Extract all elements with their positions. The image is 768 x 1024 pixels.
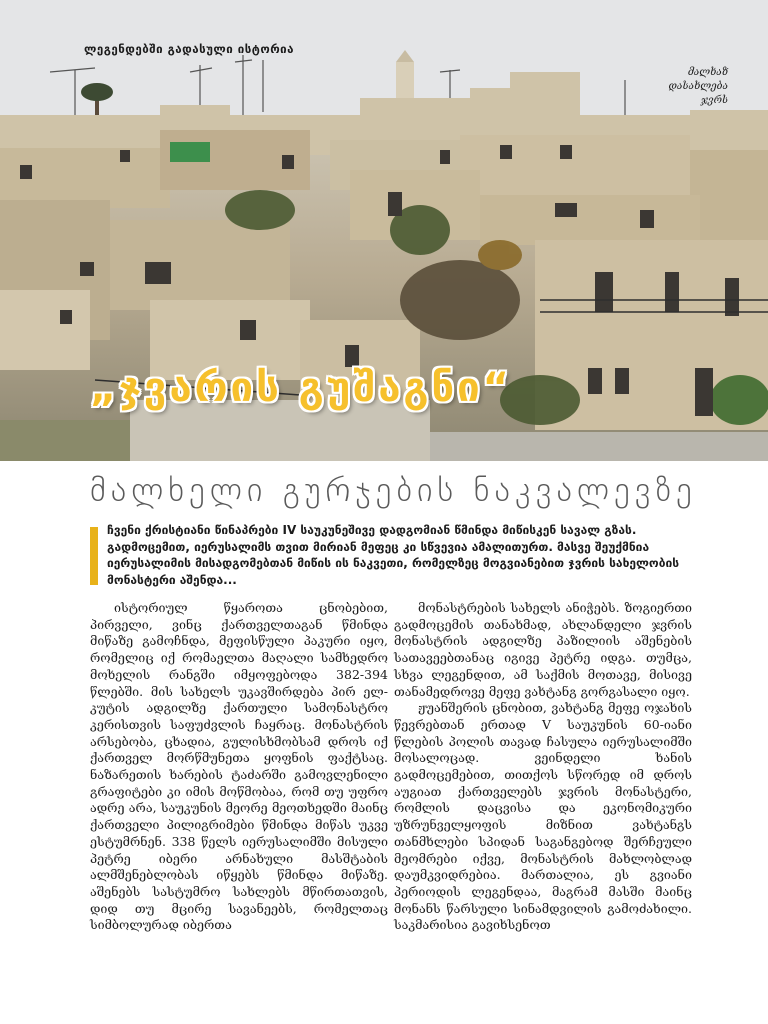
photo-credit-line: დასახლება: [668, 81, 728, 92]
body-paragraph: მონასტრების სახელს ანიჭებს. ზოგიერთი გადმოცემის თანახმად, ახლანდელი ჯვრის მონასტრის ადგილზე პაზილიის აშენების სათავეებთანაც იგივე პეტრე იდგა. თუმცა, სხვა ლეგენდით, ამ საქმის მოთავე, მისივე თანამედროვე მეფე ვახტანგ გორგასალი იყო.: [394, 600, 692, 699]
article-subtitle: მალხელი გურჯების ნაკვალევზე: [90, 470, 697, 509]
body-column-right: [394, 600, 692, 934]
body-column-left: [90, 600, 388, 934]
body-paragraph: ჟუანშერის ცნობით, ვახტანგ მეფე ოჯახის წევრებთან ერთად V საუკუნის 60-იანი წლების პოლის თავად ჩასულა იერუსალიმში მოსალოცად. ვეინდელი ხანის გადმოცემებით, თითქოს სწორედ იმ დროს აუგიათ ქართველებს ჯვრის მონასტერი, რომლის დაცვისა და ეკონომიკური უზრუნველყოფის მიზნით ვახტანგს თანმხლები სპიდან საგანგებოდ შერჩეული მეომრები იქვე, მონასტრის მახლობლად დაუმკვიდრებია. მართალია, ეს გვიანი პერიოდის ლეგენდაა, მაგრამ მასში მაინც მონანს წარსული სინამდვილის გამოძახილი. საკმარისია გავიხსენოთ: [394, 700, 692, 933]
photo-credit: [668, 66, 728, 108]
photo-credit-line: მალხაზ: [687, 67, 728, 78]
section-label: ლეგენდებში გადასული ისტორია: [84, 42, 295, 56]
lead-accent-bar: [90, 527, 98, 585]
body-paragraph: ისტორიულ წყაროთა ცნობებით, პირველი, ვინც ქართველთაგან წმინდა მიწაზე გამოჩნდა, მეფისწული პაკური იყო, რომელიც იქ რომაელთა მაღალი სამხედრო მოხელის რანგში იმყოფებოდა 382-394 წლებში. მის სახელს უკავშირდება პირ ელ-კუტის ადგილზე ქართული სამონასტრო კერისთვის საფუძვლის ჩაყრაც. მონასტრის არსებობა, ცხადია, გულისხმობსამ დროს იქ ქართველ მორწმუნეთა ყოფნის ფაქტსაც. ნაზარეთის ხარების ტაძარში გამოვლენილი გრაფიტები კი იმის მოწმობაა, რომ თუ უფრო ადრე არა, საუკუნის მეორე მეოთხედში მაინც ქართველი პილიგრიმები წმინდა მიწას უკვე ესტუმრნენ. 338 წელს იერუსალიმში მისული პეტრე იბერი არნახული მასშტაბის ალმშენებლობას იწყებს წმინდა მიწაზე. აშენებს სასტუმრო სახლებს მწირთათვის, დიდ თუ მცირე სავანეებს, რომელთაც სიმბოლურად იბერთა: [90, 600, 388, 933]
article-photo: [0, 0, 768, 461]
article-lead: ჩვენი ქრისტიანი წინაპრები IV საუკუნეშივე დადგომიან წმინდა მიწისკენ სავალ გზას. გადმოცემით, იერუსალიმს თვით მირიან მეფეც კი სწვევია ამალითურთ. მასვე შეუქმნია იერუსალიმის მისადგომებთან მიწის ის ნაკვეთი, რომელზეც მოგვიანებით ჯვრის სახელობის მონასტერი აშენდა...: [107, 523, 680, 587]
article-title: „ჯვარის გუშაგნი“: [90, 365, 512, 411]
photo-credit-line: ჯვრს: [700, 95, 728, 106]
